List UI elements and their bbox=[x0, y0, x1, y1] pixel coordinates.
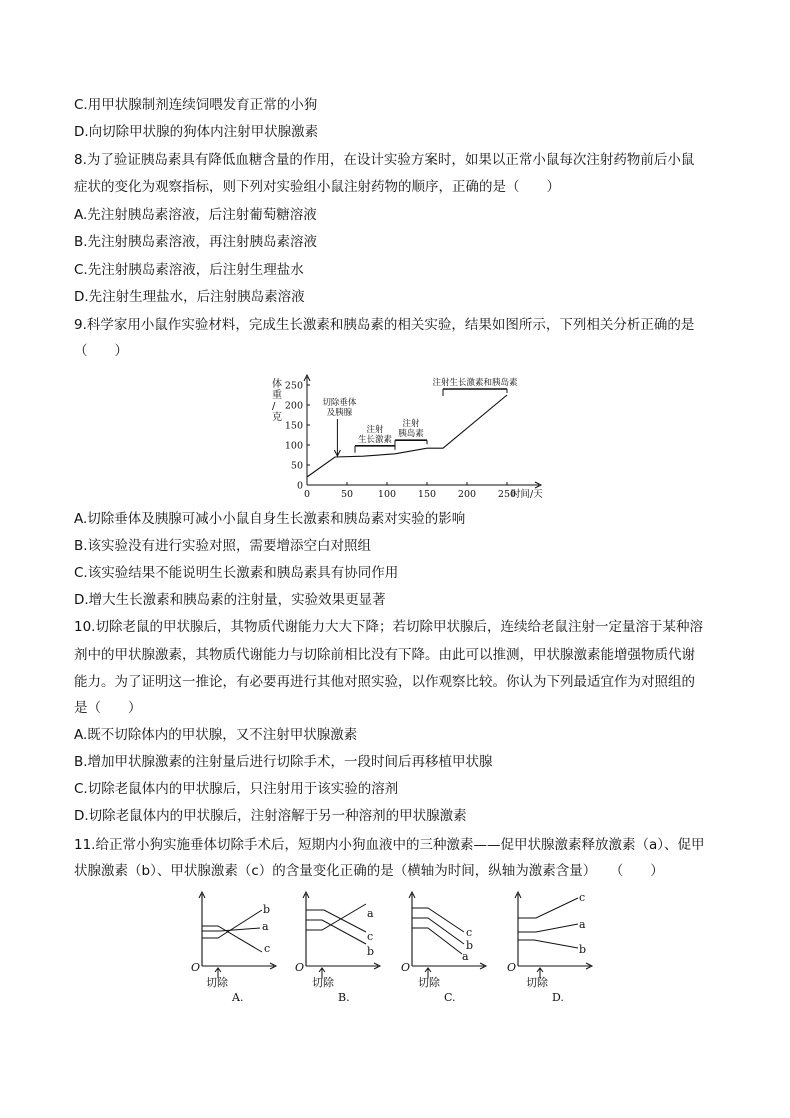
annotation-cut-line1: 切除垂体 bbox=[322, 398, 357, 408]
q9-stem-2: （ ） bbox=[74, 343, 128, 359]
y-tick-label: 200 bbox=[284, 400, 303, 412]
x-axis-label: 时间/天 bbox=[511, 489, 543, 500]
q8-option-c: C.先注射胰岛素溶液，后注射生理盐水 bbox=[74, 262, 304, 278]
cut-label: 切除 bbox=[312, 976, 334, 989]
annotation-span-text: 注射 bbox=[366, 424, 384, 435]
q10-option-c: C.切除老鼠体内的甲状腺后，只注射用于该实验的溶剂 bbox=[74, 781, 399, 797]
graph-caption: C. bbox=[444, 991, 456, 1004]
graph-caption: D. bbox=[552, 991, 564, 1004]
y-tick-label: 100 bbox=[284, 440, 303, 452]
label-c: c bbox=[367, 930, 374, 943]
label-b: b bbox=[263, 903, 271, 916]
q11-graph-c bbox=[400, 888, 495, 1006]
q11-graph-a bbox=[190, 888, 285, 1006]
annotation-span-text: 胰岛素 bbox=[398, 429, 424, 440]
q9-weight-chart bbox=[262, 365, 543, 500]
label-c: c bbox=[466, 926, 473, 939]
label-a: a bbox=[262, 920, 269, 933]
cut-label: 切除 bbox=[418, 976, 440, 989]
cut-label: 切除 bbox=[206, 976, 228, 989]
x-tick-label: 100 bbox=[377, 489, 397, 500]
q11-graph-b bbox=[294, 888, 389, 1006]
annotation-span-text: 生长激素 bbox=[357, 434, 393, 445]
q11-graph-d bbox=[506, 888, 601, 1006]
label-b: b bbox=[466, 939, 474, 952]
annotation-cut-line2: 及胰腺 bbox=[326, 408, 353, 418]
x-tick-label: 0 bbox=[303, 489, 311, 500]
line-1: C.用甲状腺制剂连续饲喂发育正常的小狗 bbox=[74, 97, 318, 113]
y-tick-label: 250 bbox=[284, 380, 303, 392]
annotation-span-text: 注射 bbox=[402, 419, 420, 430]
origin-label: O bbox=[191, 961, 201, 974]
q10-stem-4: 是（ ） bbox=[74, 700, 142, 716]
q8-option-a: A.先注射胰岛素溶液，后注射葡萄糖溶液 bbox=[74, 207, 317, 223]
y-tick-label: 50 bbox=[290, 460, 303, 472]
annotation-span-text: 注射生长激素和胰岛素 bbox=[432, 378, 518, 388]
q9-option-c: C.该实验结果不能说明生长激素和胰岛素具有协同作用 bbox=[74, 565, 399, 581]
label-b: b bbox=[367, 945, 375, 958]
q10-stem-2: 剂中的甲状腺激素，其物质代谢能力与切除前相比没有下降。由此可以推测，甲状腺激素能增强物质代谢 bbox=[74, 647, 695, 663]
cut-label: 切除 bbox=[526, 976, 548, 989]
q11-stem-1: 11.给正常小狗实施垂体切除手术后，短期内小狗血液中的三种激素——促甲状腺激素释放激素（a）、促甲 bbox=[74, 837, 705, 853]
graph-caption: B. bbox=[338, 991, 350, 1004]
q8-option-b: B.先注射胰岛素溶液，再注射胰岛素溶液 bbox=[74, 234, 318, 250]
line-2: D.向切除甲状腺的狗体内注射甲状腺激素 bbox=[74, 124, 319, 140]
label-c: c bbox=[264, 942, 271, 955]
origin-label: O bbox=[507, 961, 517, 974]
q9-option-a: A.切除垂体及胰腺可减小小鼠自身生长激素和胰岛素对实验的影响 bbox=[74, 511, 466, 527]
x-tick-label: 50 bbox=[340, 489, 354, 500]
label-b: b bbox=[579, 943, 587, 956]
q10-option-b: B.增加甲状腺激素的注射量后进行切除手术，一段时间后再移植甲状腺 bbox=[74, 754, 493, 770]
y-tick-label: 150 bbox=[284, 420, 303, 432]
q9-option-b: B.该实验没有进行实验对照，需要增添空白对照组 bbox=[74, 538, 372, 554]
q10-stem-1: 10.切除老鼠的甲状腺后，其物质代谢能力大大下降；若切除甲状腺后，连续给老鼠注射一定量溶于某种溶 bbox=[74, 619, 703, 635]
origin-label: O bbox=[295, 961, 305, 974]
q10-option-a: A.既不切除体内的甲状腺，又不注射甲状腺激素 bbox=[74, 727, 358, 743]
label-a: a bbox=[462, 950, 469, 963]
x-tick-label: 200 bbox=[457, 489, 477, 500]
y-tick-label: 0 bbox=[296, 480, 303, 492]
q9-stem-1: 9.科学家用小鼠作实验材料，完成生长激素和胰岛素的相关实验，结果如图所示，下列相关分析正确的是 bbox=[74, 317, 695, 333]
q8-stem-1: 8.为了验证胰岛素具有降低血糖含量的作用，在设计实验方案时，如果以正常小鼠每次注射药物前后小鼠 bbox=[74, 152, 695, 168]
x-tick-label: 250 bbox=[497, 489, 517, 500]
graph-caption: A. bbox=[232, 991, 244, 1004]
q10-option-d: D.切除老鼠体内的甲状腺后，注射溶解于另一种溶剂的甲状腺激素 bbox=[74, 808, 467, 824]
label-a: a bbox=[579, 918, 586, 931]
label-a: a bbox=[367, 907, 374, 920]
q11-stem-2: 状腺激素（b）、甲状腺激素（c）的含量变化正确的是（横轴为时间，纵轴为激素含量） （ ） bbox=[74, 863, 664, 879]
q8-option-d: D.先注射生理盐水，后注射胰岛素溶液 bbox=[74, 289, 305, 305]
q9-option-d: D.增大生长激素和胰岛素的注射量，实验效果更显著 bbox=[74, 592, 386, 608]
x-tick-label: 150 bbox=[417, 489, 437, 500]
label-c: c bbox=[579, 891, 586, 904]
q8-stem-2: 症状的变化为观察指标，则下列对实验组小鼠注射药物的顺序，正确的是（ ） bbox=[74, 179, 560, 195]
origin-label: O bbox=[401, 961, 411, 974]
q10-stem-3: 能力。为了证明这一推论，有必要再进行其他对照实验，以作观察比较。你认为下列最适宜作为对照组的 bbox=[74, 674, 695, 690]
y-axis-label: 体重/克 bbox=[272, 379, 282, 423]
